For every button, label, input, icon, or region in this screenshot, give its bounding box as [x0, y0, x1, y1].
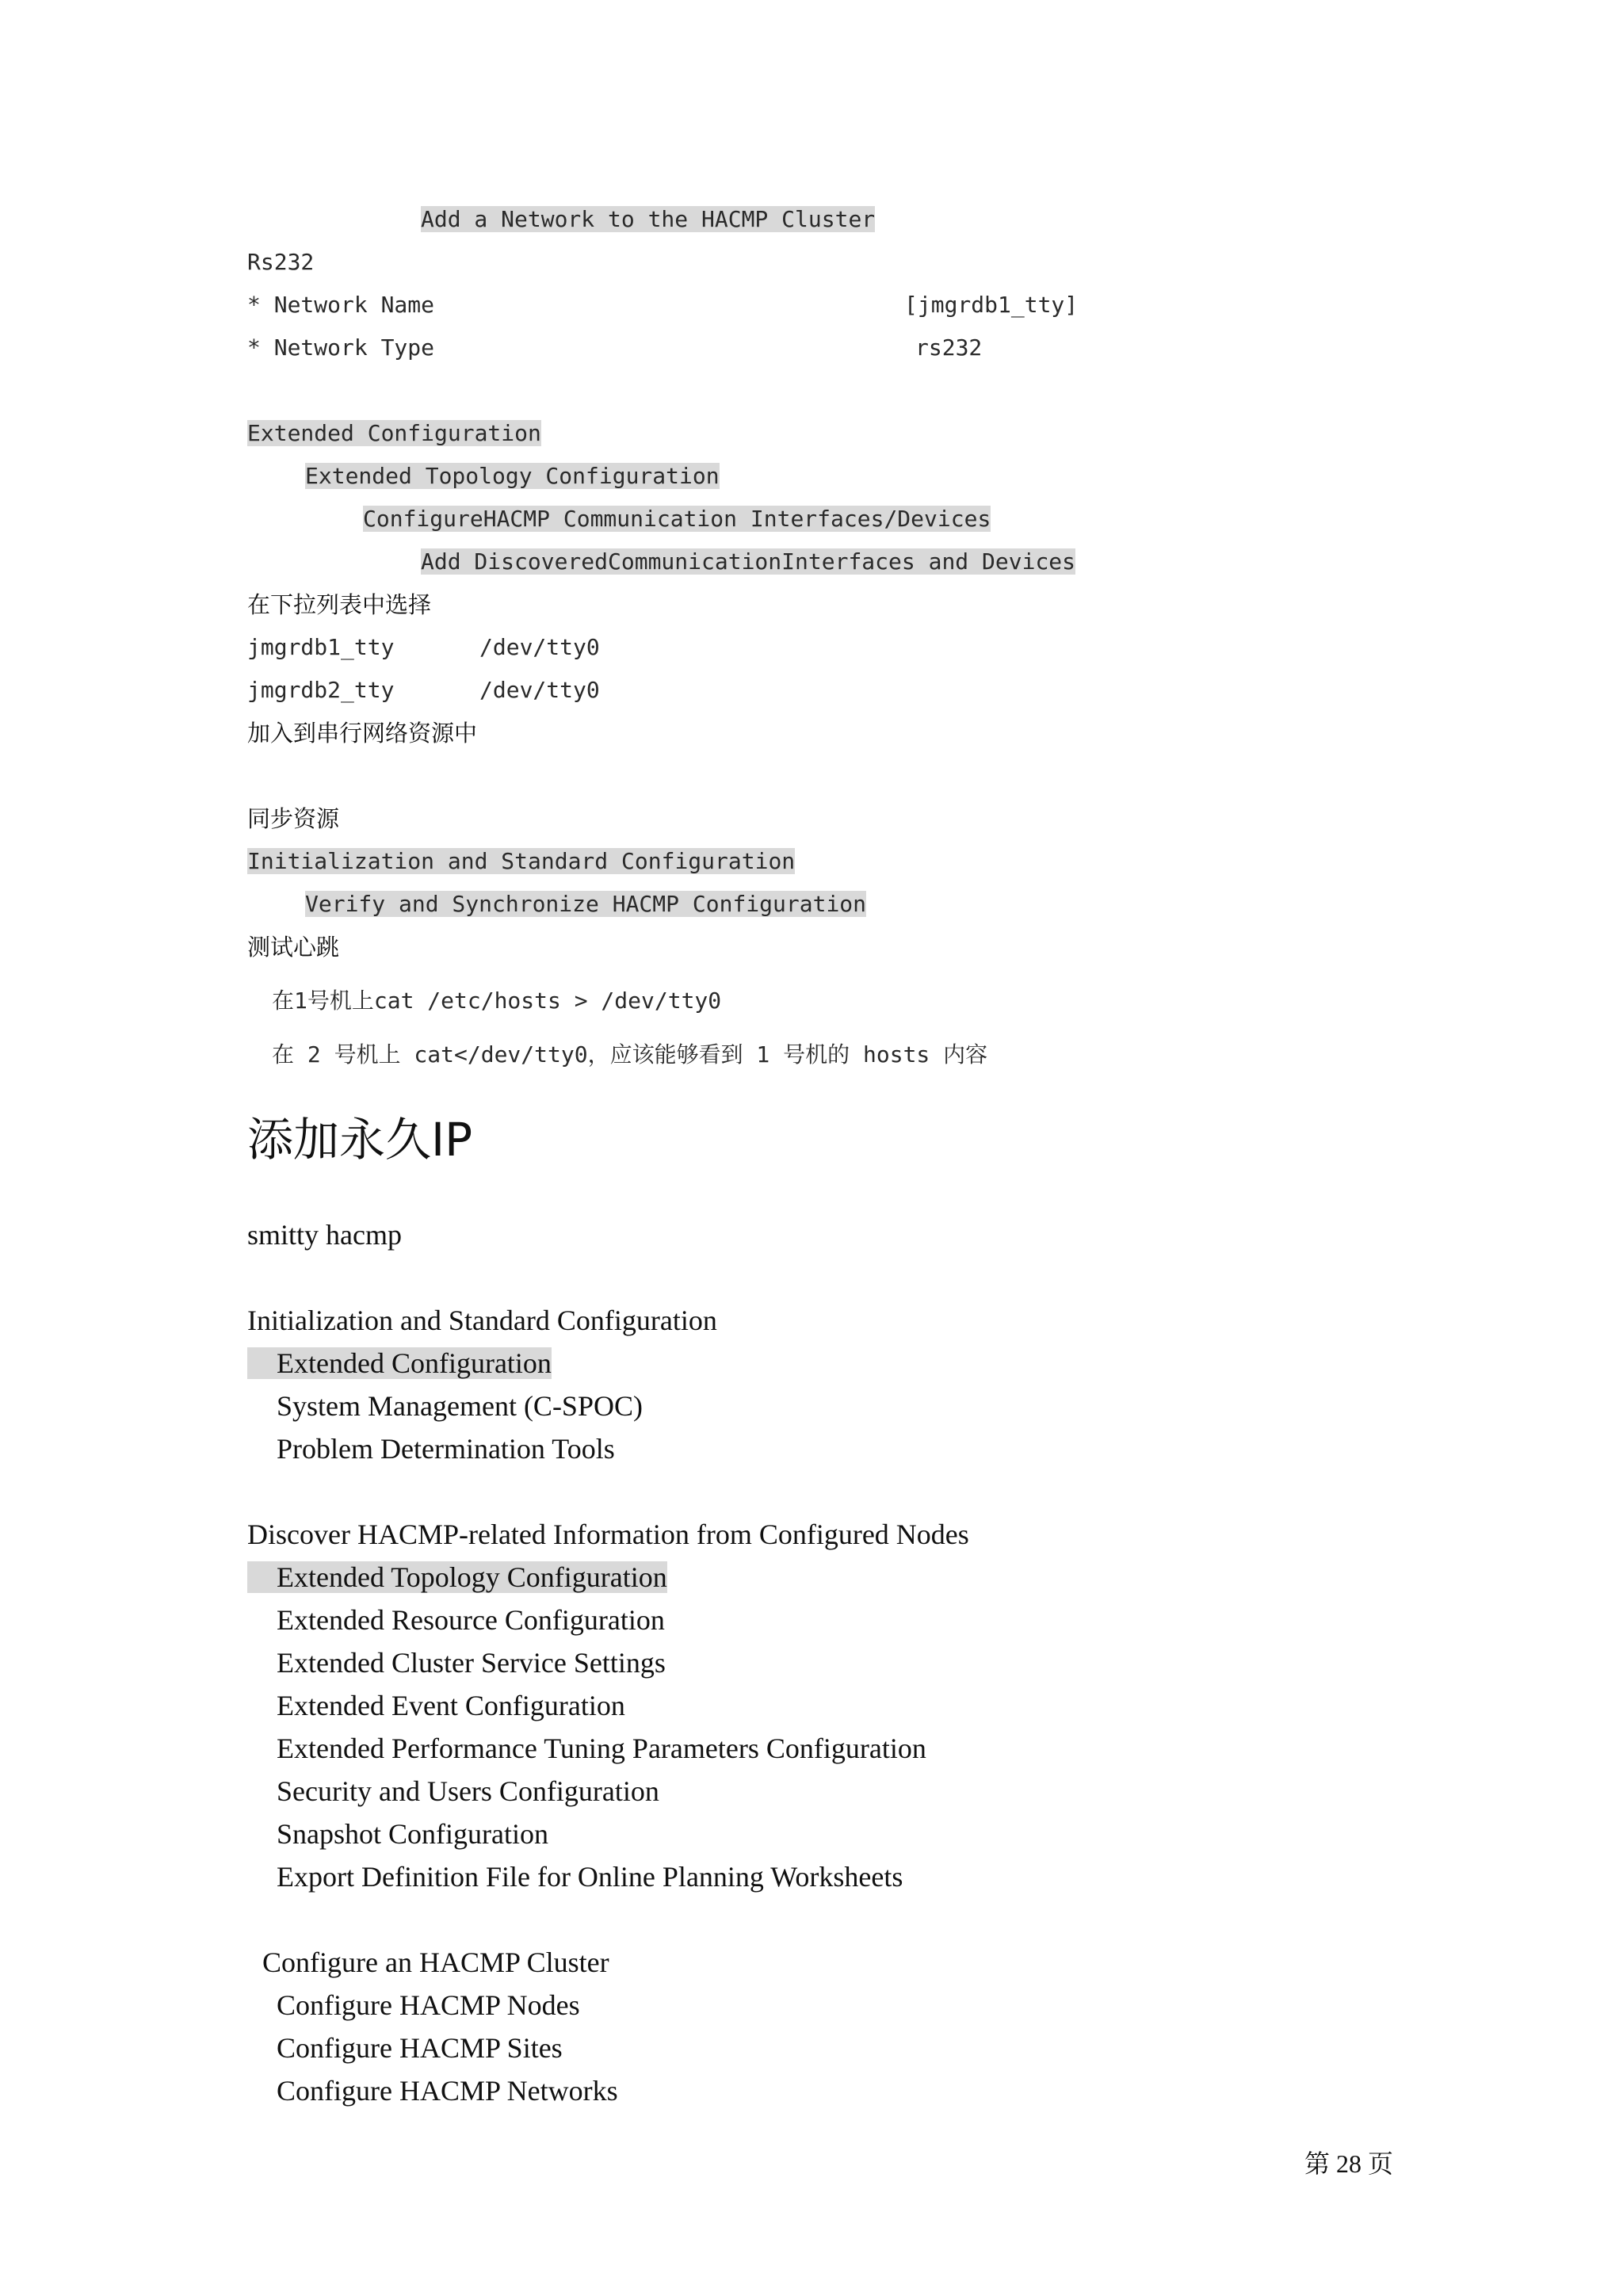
network-type-group: Rs232: [247, 249, 315, 275]
add-note: 加入到串行网络资源中: [247, 720, 478, 747]
menu-item: System Management (C-SPOC): [277, 1390, 643, 1422]
menu-item: Extended Resource Configuration: [277, 1604, 665, 1636]
network-name-value: [jmgrdb1_tty]: [904, 292, 1079, 318]
menu-item: Configure HACMP Nodes: [277, 1989, 580, 2021]
section-heading: 添加永久IP: [247, 1113, 473, 1167]
menu-item: Security and Users Configuration: [277, 1775, 659, 1807]
sync-menu-item: Verify and Synchronize HACMP Configuration: [305, 891, 867, 917]
menu-item: Configure HACMP Networks: [277, 2075, 618, 2107]
page-number: 第 28 页: [1304, 2149, 1394, 2178]
menu-item: Extended Cluster Service Settings: [277, 1647, 666, 1679]
menu-item: Discover HACMP-related Information from Configured Nodes: [247, 1519, 969, 1550]
menu-item-highlighted: Extended Topology Configuration: [247, 1557, 667, 1598]
network-type-label: * Network Type: [247, 334, 435, 361]
device-name: jmgrdb2_tty: [247, 677, 395, 703]
menu-item: Extended Event Configuration: [277, 1690, 625, 1721]
device-path: /dev/tty0: [479, 677, 600, 703]
device-path: /dev/tty0: [479, 634, 600, 660]
menu-item: Export Definition File for Online Planning Worksheets: [277, 1861, 903, 1893]
menu-item-highlighted: Extended Configuration: [247, 1343, 552, 1384]
menu-path-item: Add DiscoveredCommunicationInterfaces and Devices: [421, 548, 1076, 575]
menu-item: Snapshot Configuration: [277, 1818, 548, 1850]
network-type-value: rs232: [915, 334, 983, 361]
menu-item: Configure HACMP Sites: [277, 2032, 563, 2064]
command-line: smitty hacmp: [247, 1219, 402, 1251]
menu-item: Configure an HACMP Cluster: [262, 1946, 609, 1978]
network-name-label: * Network Name: [247, 292, 435, 318]
select-note: 在下拉列表中选择: [247, 591, 432, 618]
heartbeat-title: 测试心跳: [247, 934, 340, 961]
menu-path-item: Extended Configuration: [247, 420, 541, 446]
menu-path-item: ConfigureHACMP Communication Interfaces/Devices: [363, 506, 991, 532]
menu-item: Problem Determination Tools: [277, 1433, 615, 1465]
sync-title: 同步资源: [247, 805, 340, 832]
menu-item: Initialization and Standard Configuration: [247, 1305, 717, 1336]
sync-menu-item: Initialization and Standard Configuration: [247, 848, 796, 874]
device-name: jmgrdb1_tty: [247, 634, 395, 660]
menu-path-item: Extended Topology Configuration: [305, 463, 720, 489]
menu-item: Extended Performance Tuning Parameters Configuration: [277, 1733, 926, 1764]
heartbeat-step: 在1号机上cat /etc/hosts > /dev/tty0: [272, 988, 722, 1014]
add-network-title: Add a Network to the HACMP Cluster: [421, 206, 876, 232]
heartbeat-step: 在 2 号机上 cat</dev/tty0，应该能够看到 1 号机的 hosts 内容: [272, 1041, 988, 1068]
